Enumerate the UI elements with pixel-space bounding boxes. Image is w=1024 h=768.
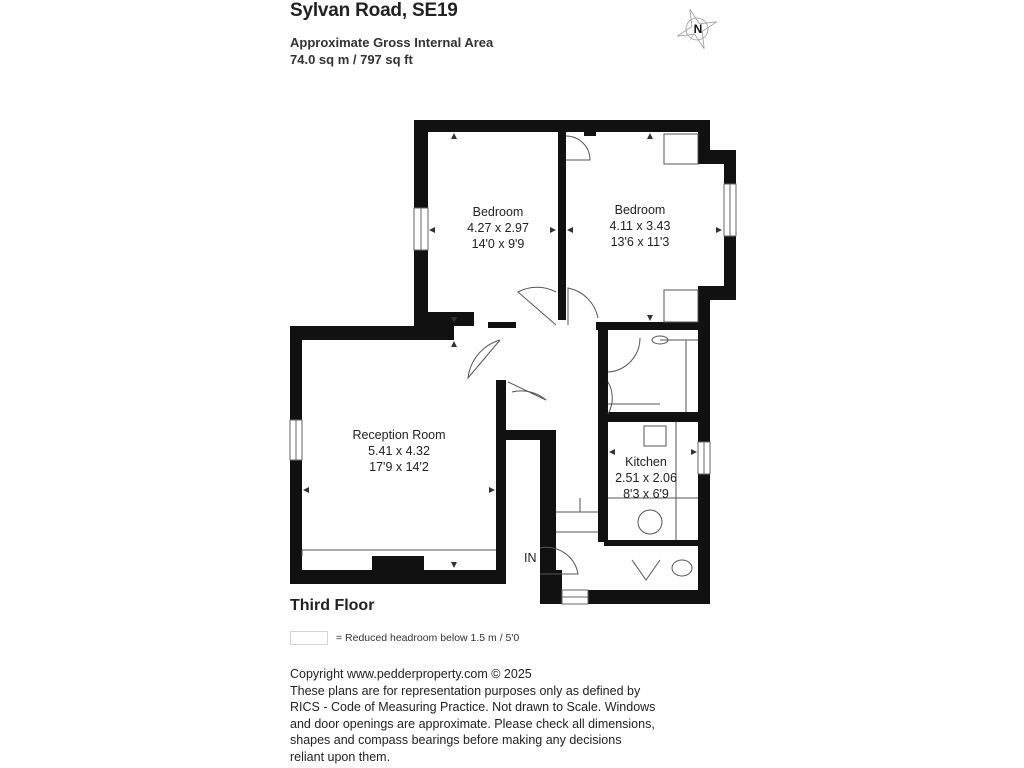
disclaimer-line: RICS - Code of Measuring Practice. Not drawn to Scale. Windows xyxy=(290,700,656,714)
disclaimer-line: Copyright www.pedderproperty.com © 2025 xyxy=(290,667,532,681)
compass-north-label: N xyxy=(693,22,703,36)
room-metric: 4.11 x 3.43 xyxy=(609,219,671,233)
room-imperial: 17'9 x 14'2 xyxy=(369,460,429,474)
room-reception xyxy=(329,427,469,475)
room-name: Kitchen xyxy=(625,455,667,469)
legend-text: = Reduced headroom below 1.5 m / 5'0 xyxy=(336,632,520,644)
room-imperial: 8'3 x 6'9 xyxy=(623,487,669,501)
disclaimer xyxy=(290,666,700,765)
disclaimer-line: reliant upon them. xyxy=(290,749,391,764)
room-bedroom-2 xyxy=(570,202,710,250)
room-bedroom-1 xyxy=(428,204,568,252)
room-metric: 4.27 x 2.97 xyxy=(467,221,529,235)
area-heading: Approximate Gross Internal Area xyxy=(290,35,494,50)
disclaimer-line: and door openings are approximate. Please check all dimensions, xyxy=(290,716,655,731)
floor-label: Third Floor xyxy=(290,597,375,614)
walls xyxy=(290,120,736,604)
room-name: Bedroom xyxy=(614,203,666,217)
room-kitchen xyxy=(576,454,716,502)
reduced-headroom-swatch xyxy=(290,631,328,645)
room-metric: 5.41 x 4.32 xyxy=(368,444,430,458)
room-metric: 2.51 x 2.06 xyxy=(615,471,677,485)
room-name: Reception Room xyxy=(352,428,446,442)
room-imperial: 14'0 x 9'9 xyxy=(471,237,525,251)
dimension-markers xyxy=(303,133,722,568)
plan-title: Sylvan Road, SE19 xyxy=(290,0,458,21)
entrance-label: IN xyxy=(524,551,537,565)
room-name: Bedroom xyxy=(472,205,524,219)
disclaimer-line: shapes and compass bearings before making any decisions xyxy=(290,733,622,747)
disclaimer-line: These plans are for representation purposes only as defined by xyxy=(290,683,641,698)
room-imperial: 13'6 x 11'3 xyxy=(610,235,670,249)
area-value: 74.0 sq m / 797 sq ft xyxy=(290,52,413,67)
